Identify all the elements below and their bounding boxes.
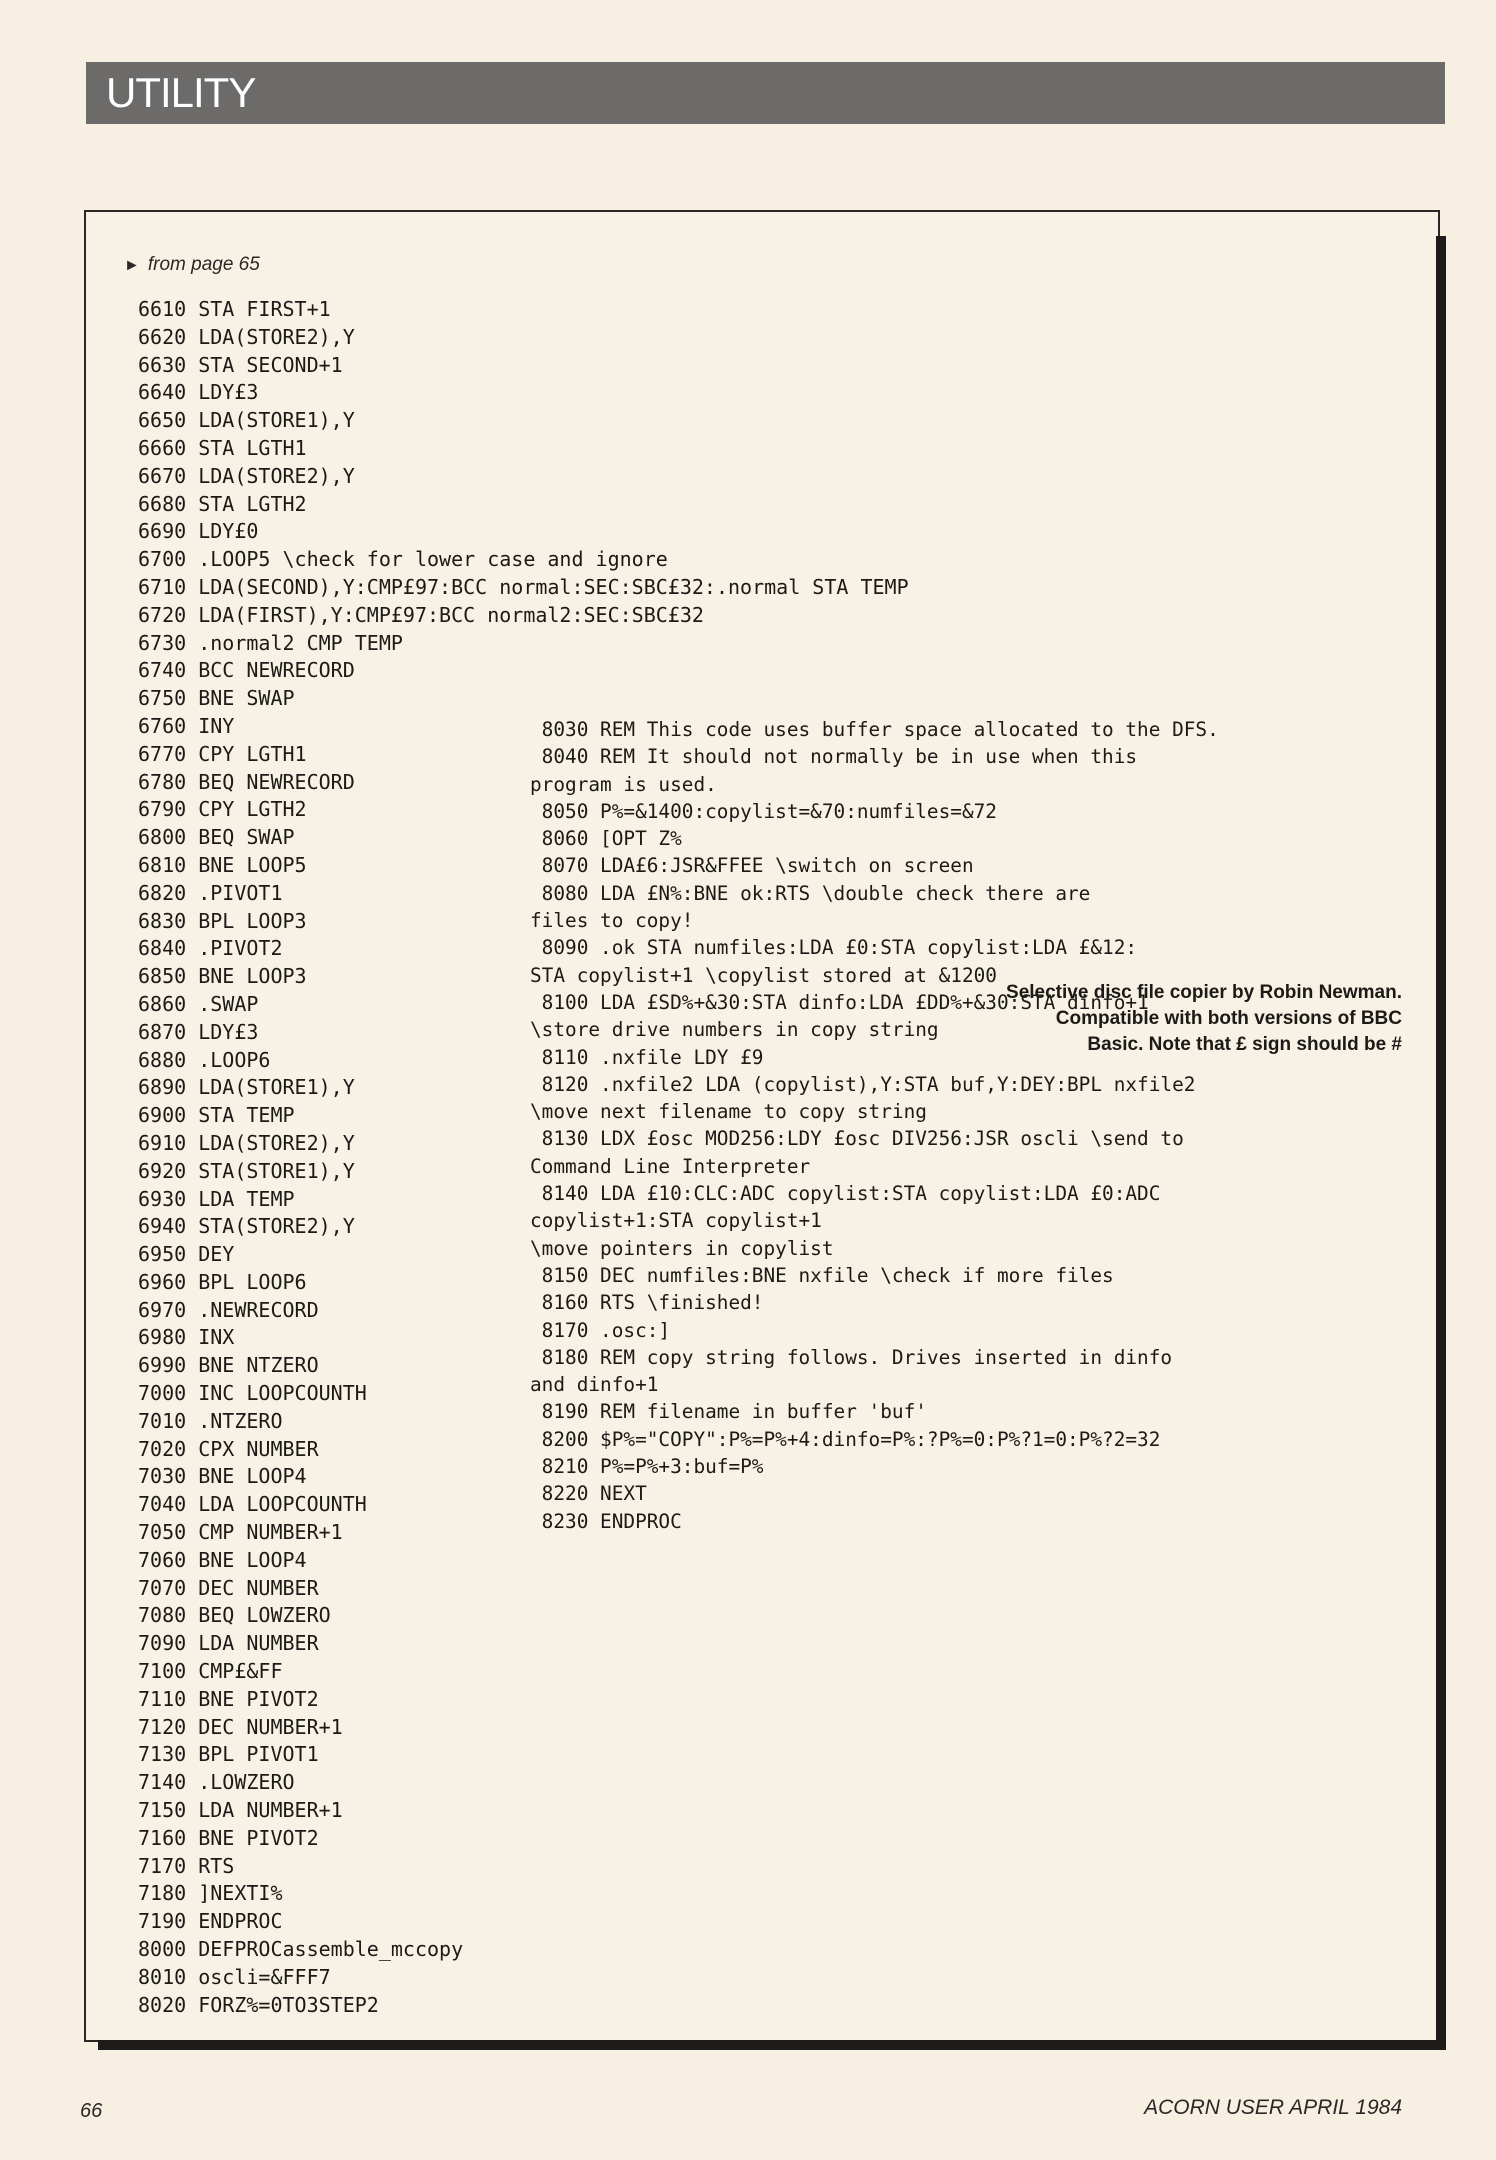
listing-caption xyxy=(922,980,1402,1058)
code-line: STA copylist+1 \copylist stored at &1200 xyxy=(530,963,997,987)
code-line: \store drive numbers in copy string xyxy=(530,1018,939,1042)
code-line: 8190 REM filename in buffer 'buf' xyxy=(530,1400,927,1424)
code-line: copylist+1:STA copylist+1 xyxy=(530,1209,822,1233)
code-line: 6990 BNE NTZERO xyxy=(138,1353,319,1378)
code-line: 6970 .NEWRECORD xyxy=(138,1297,319,1322)
code-line: 7180 ]NEXTI% xyxy=(138,1881,283,1906)
code-line: 8000 DEFPROCassemble_mccopy xyxy=(138,1937,464,1962)
code-line: 7030 BNE LOOP4 xyxy=(138,1464,307,1489)
code-line: 6980 INX xyxy=(138,1325,235,1350)
code-line: 7190 ENDPROC xyxy=(138,1909,283,1934)
code-line: 6700 .LOOP5 \check for lower case and ignore xyxy=(138,547,668,572)
code-line: 6660 STA LGTH1 xyxy=(138,435,307,460)
code-line: 6670 LDA(STORE2),Y xyxy=(138,463,355,488)
code-line: 8020 FORZ%=0TO3STEP2 xyxy=(138,1992,379,2017)
code-line: 8040 REM It should not normally be in use when this xyxy=(530,745,1138,769)
code-line: 6780 BEQ NEWRECORD xyxy=(138,769,355,794)
code-line: 6610 STA FIRST+1 xyxy=(138,297,331,321)
code-line: 6930 LDA TEMP xyxy=(138,1186,295,1211)
code-line: 7090 LDA NUMBER xyxy=(138,1631,319,1656)
code-line: 6960 BPL LOOP6 xyxy=(138,1269,307,1294)
code-line: 8180 REM copy string follows. Drives inserted in dinfo xyxy=(530,1345,1173,1369)
code-line: 8090 .ok STA numfiles:LDA £0:STA copylist:LDA £&12: xyxy=(530,936,1138,960)
code-line: 8030 REM This code uses buffer space allocated to the DFS. xyxy=(530,718,1219,741)
code-line: 7080 BEQ LOWZERO xyxy=(138,1603,331,1628)
section-header-band xyxy=(86,62,1445,124)
code-line: 8160 RTS \finished! xyxy=(530,1291,764,1315)
code-line: 7100 CMP£&FF xyxy=(138,1659,283,1684)
code-line: 6690 LDY£0 xyxy=(138,519,259,544)
code-line: 8140 LDA £10:CLC:ADC copylist:STA copylist:LDA £0:ADC xyxy=(530,1182,1161,1206)
code-line: 8230 ENDPROC xyxy=(530,1509,682,1533)
code-line: 8120 .nxfile2 LDA (copylist),Y:STA buf,Y:DEY:BPL nxfile2 xyxy=(530,1072,1196,1096)
code-line: 6950 DEY xyxy=(138,1242,235,1267)
code-line: 8070 LDA£6:JSR&FFEE \switch on screen xyxy=(530,854,974,878)
section-title: UTILITY xyxy=(106,69,256,116)
caption-line: Compatible with both versions of BBC xyxy=(1055,1008,1402,1029)
code-line: 7060 BNE LOOP4 xyxy=(138,1547,307,1572)
magazine-issue: ACORN USER APRIL 1984 xyxy=(1144,2096,1402,2119)
page-number: 66 xyxy=(80,2100,103,2122)
code-line: 7120 DEC NUMBER+1 xyxy=(138,1714,343,1739)
code-line: 8130 LDX £osc MOD256:LDY £osc DIV256:JSR oscli \send to xyxy=(530,1127,1184,1151)
code-line: Command Line Interpreter xyxy=(530,1154,811,1178)
code-line: 6920 STA(STORE1),Y xyxy=(138,1158,355,1183)
code-line: \move next filename to copy string xyxy=(530,1100,927,1124)
code-line: 6710 LDA(SECOND),Y:CMP£97:BCC normal:SEC:SBC£32:.normal STA TEMP xyxy=(138,574,909,599)
code-line: 6940 STA(STORE2),Y xyxy=(138,1214,355,1239)
code-line: 7160 BNE PIVOT2 xyxy=(138,1825,319,1850)
code-line: \move pointers in copylist xyxy=(530,1236,834,1260)
frame-shadow-bottom xyxy=(98,2040,1446,2050)
code-line: 7010 .NTZERO xyxy=(138,1408,283,1433)
code-line: 6910 LDA(STORE2),Y xyxy=(138,1130,355,1155)
code-line: 6830 BPL LOOP3 xyxy=(138,908,307,933)
continued-note xyxy=(124,254,260,276)
code-line: 6850 BNE LOOP3 xyxy=(138,964,307,989)
code-line: program is used. xyxy=(530,772,717,796)
code-line: 7110 BNE PIVOT2 xyxy=(138,1686,319,1711)
code-line: 6680 STA LGTH2 xyxy=(138,491,307,516)
code-line: 6720 LDA(FIRST),Y:CMP£97:BCC normal2:SEC:SBC£32 xyxy=(138,602,704,627)
code-line: 6620 LDA(STORE2),Y xyxy=(138,324,355,349)
code-line: 6730 .normal2 CMP TEMP xyxy=(138,630,403,655)
code-line: 6640 LDY£3 xyxy=(138,380,259,405)
code-line: 7140 .LOWZERO xyxy=(138,1770,295,1795)
caption-line: Basic. Note that £ sign should be # xyxy=(1087,1034,1402,1055)
code-line: 6810 BNE LOOP5 xyxy=(138,852,307,877)
code-line: 8050 P%=&1400:copylist=&70:numfiles=&72 xyxy=(530,799,997,823)
code-line: 6760 INY xyxy=(138,713,235,738)
code-line: 6740 BCC NEWRECORD xyxy=(138,658,355,683)
code-line: files to copy! xyxy=(530,909,694,933)
code-line: 6880 .LOOP6 xyxy=(138,1047,271,1072)
code-line: 6870 LDY£3 xyxy=(138,1019,259,1044)
code-listing-right-column xyxy=(530,716,1400,1535)
code-line: 6630 STA SECOND+1 xyxy=(138,352,343,377)
code-line: 6860 .SWAP xyxy=(138,991,259,1016)
code-line: 6750 BNE SWAP xyxy=(138,686,295,711)
caption-line: Selective disc file copier by Robin Newman. xyxy=(1006,982,1402,1003)
code-line: 7020 CPX NUMBER xyxy=(138,1436,319,1461)
code-line: 8060 [OPT Z% xyxy=(530,827,682,851)
code-line: 6770 CPY LGTH1 xyxy=(138,741,307,766)
code-line: 8010 oscli=&FFF7 xyxy=(138,1964,331,1989)
code-line: 8110 .nxfile LDY £9 xyxy=(530,1045,764,1069)
code-line: 6890 LDA(STORE1),Y xyxy=(138,1075,355,1100)
frame-shadow-right xyxy=(1436,236,1446,2046)
code-line: 6650 LDA(STORE1),Y xyxy=(138,408,355,433)
code-line: 6820 .PIVOT1 xyxy=(138,880,283,905)
code-line: 8210 P%=P%+3:buf=P% xyxy=(530,1455,764,1479)
arrow-right-icon: ► xyxy=(124,257,140,274)
code-line: 8170 .osc:] xyxy=(530,1318,671,1342)
code-line: 8100 LDA £SD%+&30:STA dinfo:LDA £DD%+&30:STA dinfo+1 xyxy=(530,990,1149,1014)
code-line: 8150 DEC numfiles:BNE nxfile \check if more files xyxy=(530,1263,1114,1287)
code-line: 6800 BEQ SWAP xyxy=(138,825,295,850)
code-line: 7070 DEC NUMBER xyxy=(138,1575,319,1600)
code-line: and dinfo+1 xyxy=(530,1373,659,1397)
code-line: 7130 BPL PIVOT1 xyxy=(138,1742,319,1767)
code-line: 6790 CPY LGTH2 xyxy=(138,797,307,822)
code-line: 7150 LDA NUMBER+1 xyxy=(138,1798,343,1823)
code-line: 8220 NEXT xyxy=(530,1482,647,1506)
code-line: 7040 LDA LOOPCOUNTH xyxy=(138,1492,367,1517)
code-line: 8080 LDA £N%:BNE ok:RTS \double check there are xyxy=(530,881,1091,905)
code-line: 6840 .PIVOT2 xyxy=(138,936,283,961)
continued-text: from page 65 xyxy=(147,254,260,275)
code-line: 7170 RTS xyxy=(138,1853,235,1878)
code-line: 7000 INC LOOPCOUNTH xyxy=(138,1381,367,1406)
code-line: 8200 $P%="COPY":P%=P%+4:dinfo=P%:?P%=0:P%?1=0:P%?2=32 xyxy=(530,1427,1161,1451)
code-line: 7050 CMP NUMBER+1 xyxy=(138,1520,343,1545)
code-line: 6900 STA TEMP xyxy=(138,1103,295,1128)
